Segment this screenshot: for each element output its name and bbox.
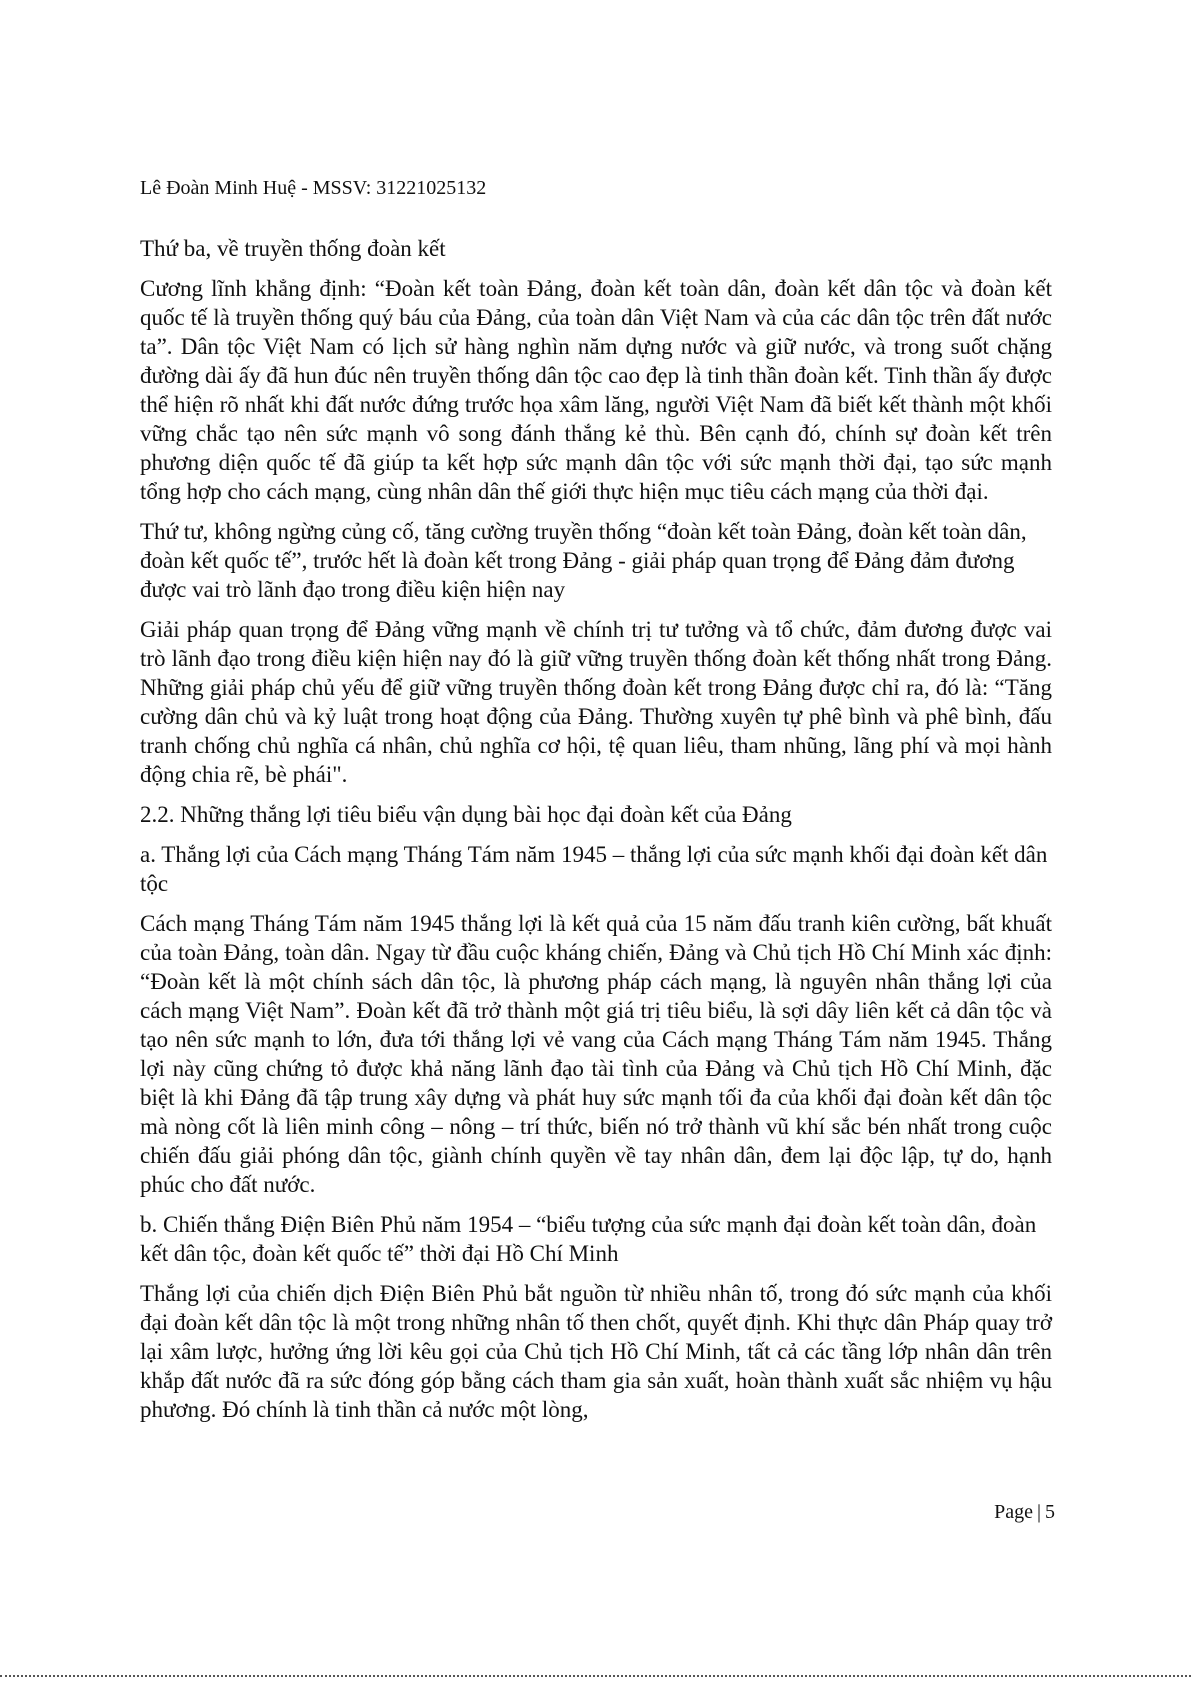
bottom-divider xyxy=(0,1675,1191,1677)
section-heading-2-2: 2.2. Những thắng lợi tiêu biểu vận dụng bài học đại đoàn kết của Đảng xyxy=(140,802,792,827)
section-heading-thu-tu: Thứ tư, không ngừng củng cố, tăng cường truyền thống “đoàn kết toàn Đảng, đoàn kết toàn dân, đoàn kết quốc tế”, trước hết là đoàn kết trong Đảng - giải pháp quan trọng để Đảng đảm đương được vai trò lãnh đạo trong điều kiện hiện nay xyxy=(140,519,1027,602)
subsection-heading-b: b. Chiến thắng Điện Biên Phủ năm 1954 – “biểu tượng của sức mạnh đại đoàn kết toàn dân, đoàn kết dân tộc, đoàn kết quốc tế” thời đại Hồ Chí Minh xyxy=(140,1212,1037,1266)
page-label: Page xyxy=(994,1501,1033,1523)
subsection-heading-a: a. Thắng lợi của Cách mạng Tháng Tám năm 1945 – thắng lợi của sức mạnh khối đại đoàn kết dân tộc xyxy=(140,842,1048,896)
paragraph: Cách mạng Tháng Tám năm 1945 thắng lợi là kết quả của 15 năm đấu tranh kiên cường, bất khuất của toàn Đảng, toàn dân. Ngay từ đầu cuộc kháng chiến, Đảng và Chủ tịch Hồ Chí Minh xác định: “Đoàn kết là một chính sách dân tộc, là phương pháp cách mạng, là nguyên nhân thắng lợi của cách mạng Việt Nam”. Đoàn kết đã trở thành một giá trị tiêu biểu, là sợi dây liên kết cả dân tộc và tạo nên sức mạnh to lớn, đưa tới thắng lợi vẻ vang của Cách mạng Tháng Tám năm 1945. Thắng lợi này cũng chứng tỏ được khả năng lãnh đạo tài tình của Đảng và Chủ tịch Hồ Chí Minh, đặc biệt là khi Đảng đã tập trung xây dựng và phát huy sức mạnh tối đa của khối đại đoàn kết dân tộc mà nòng cốt là liên minh công – nông – trí thức, biến nó trở thành vũ khí sắc bén nhất trong cuộc chiến đấu giải phóng dân tộc, giành chính quyền về tay nhân dân, đem lại độc lập, tự do, hạnh phúc cho đất nước. xyxy=(140,911,1052,1197)
paragraph: Cương lĩnh khẳng định: “Đoàn kết toàn Đảng, đoàn kết toàn dân, đoàn kết dân tộc và đoàn kết quốc tế là truyền thống quý báu của Đảng, của toàn dân Việt Nam và của các dân tộc trên đất nước ta”. Dân tộc Việt Nam có lịch sử hàng nghìn năm dựng nước và giữ nước, và trong suốt chặng đường dài ấy đã hun đúc nên truyền thống dân tộc cao đẹp là tinh thần đoàn kết. Tinh thần ấy được thể hiện rõ nhất khi đất nước đứng trước họa xâm lăng, người Việt Nam đã biết kết thành một khối vững chắc tạo nên sức mạnh vô song đánh thắng kẻ thù. Bên cạnh đó, chính sự đoàn kết trên phương diện quốc tế đã giúp ta kết hợp sức mạnh dân tộc với sức mạnh thời đại, tạo sức mạnh tổng hợp cho cách mạng, cùng nhân dân thế giới thực hiện mục tiêu cách mạng của thời đại. xyxy=(140,276,1052,504)
page-header xyxy=(140,176,486,200)
document-body xyxy=(140,234,1052,1435)
author-line: Lê Đoàn Minh Huệ - MSSV: 31221025132 xyxy=(140,177,487,199)
section-heading-thu-ba: Thứ ba, về truyền thống đoàn kết xyxy=(140,236,446,261)
page-separator: | xyxy=(1036,1501,1041,1523)
page-footer xyxy=(994,1500,1055,1524)
paragraph: Thắng lợi của chiến dịch Điện Biên Phủ bắt nguồn từ nhiều nhân tố, trong đó sức mạnh của khối đại đoàn kết dân tộc là một trong những nhân tố then chốt, quyết định. Khi thực dân Pháp quay trở lại xâm lược, hưởng ứng lời kêu gọi của Chủ tịch Hồ Chí Minh, tất cả các tầng lớp nhân dân trên khắp đất nước đã ra sức đóng góp bằng cách tham gia sản xuất, hoàn thành xuất sắc nhiệm vụ hậu phương. Đó chính là tinh thần cả nước một lòng, xyxy=(140,1281,1052,1422)
paragraph: Giải pháp quan trọng để Đảng vững mạnh về chính trị tư tưởng và tổ chức, đảm đương được vai trò lãnh đạo trong điều kiện hiện nay đó là giữ vững truyền thống đoàn kết thống nhất trong Đảng. Những giải pháp chủ yếu để giữ vững truyền thống đoàn kết trong Đảng được chỉ ra, đó là: “Tăng cường dân chủ và kỷ luật trong hoạt động của Đảng. Thường xuyên tự phê bình và phê bình, đấu tranh chống chủ nghĩa cá nhân, chủ nghĩa cơ hội, tệ quan liêu, tham nhũng, lãng phí và mọi hành động chia rẽ, bè phái". xyxy=(140,617,1052,787)
page-number: 5 xyxy=(1045,1501,1055,1523)
